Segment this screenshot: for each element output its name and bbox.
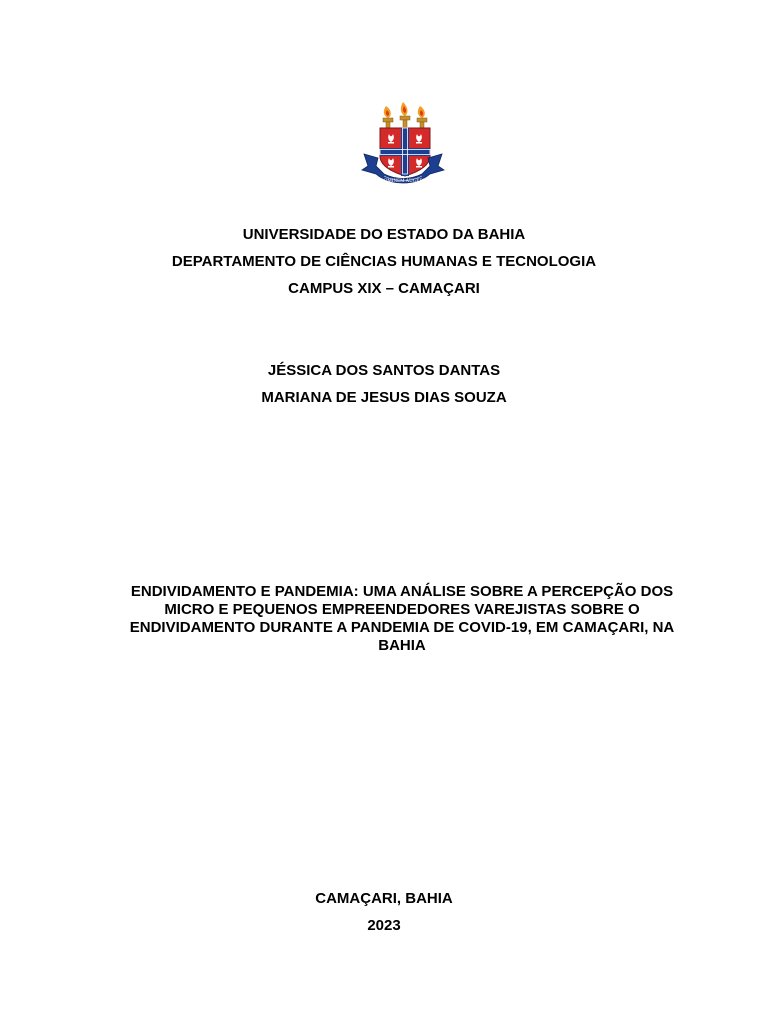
title-line-3: ENDIVIDAMENTO DURANTE A PANDEMIA DE COVID-19, EM CAMAÇARI, NA <box>129 619 675 636</box>
department-name: DEPARTAMENTO DE CIÊNCIAS HUMANAS E TECNOLOGIA <box>171 253 597 270</box>
title-line-1: ENDIVIDAMENTO E PANDEMIA: UMA ANÁLISE SOBRE A PERCEPÇÃO DOS <box>130 583 674 600</box>
title-line-2: MICRO E PEQUENOS EMPREENDEDORES VAREJISTAS SOBRE O <box>164 601 640 618</box>
author-2: MARIANA DE JESUS DIAS SOUZA <box>261 389 507 406</box>
campus-name: CAMPUS XIX – CAMAÇARI <box>288 280 480 297</box>
thesis-title <box>110 583 694 655</box>
location: CAMAÇARI, BAHIA <box>315 890 453 907</box>
university-name: UNIVERSIDADE DO ESTADO DA BAHIA <box>242 226 526 243</box>
university-seal-icon <box>360 100 446 192</box>
title-line-4: BAHIA <box>378 637 426 654</box>
author-1: JÉSSICA DOS SANTOS DANTAS <box>267 362 501 379</box>
torch-flames <box>384 102 425 118</box>
year: 2023 <box>367 917 401 934</box>
seal-motto: DOMINEM AUGERE <box>380 179 426 184</box>
